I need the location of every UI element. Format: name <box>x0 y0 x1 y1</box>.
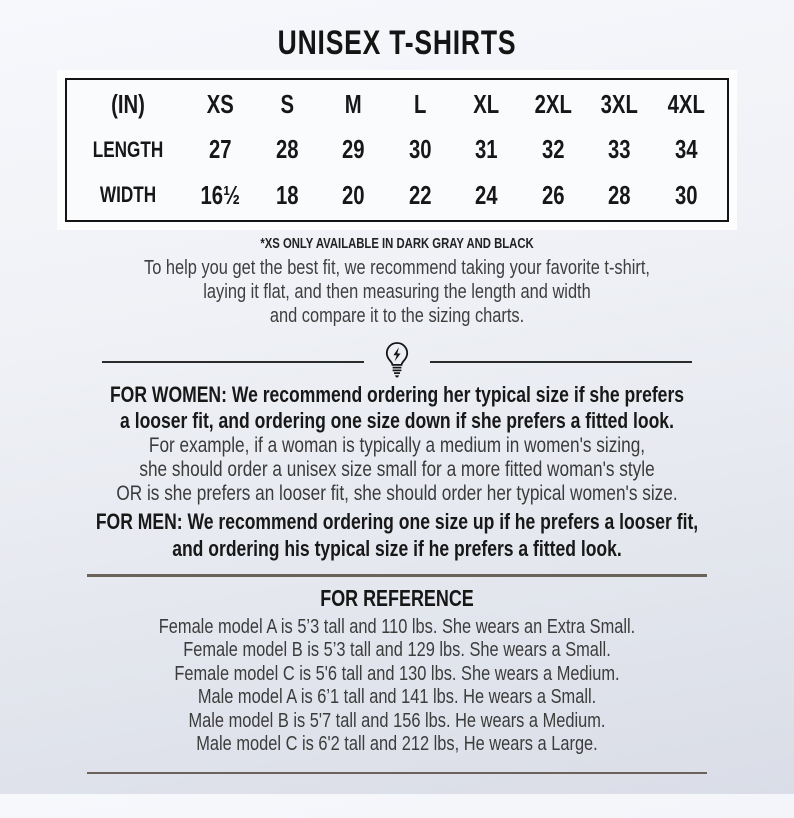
men-recommendation-line: and ordering his typical size if he prefers a fitted look. <box>172 536 622 561</box>
table-cell-length-3xl: 33 <box>607 134 631 165</box>
page-title <box>0 24 794 62</box>
women-example-line: she should order a unisex size small for a more fitted woman's style <box>139 458 655 481</box>
women-example-line: OR is she prefers an looser fit, she should order her typical women's size. <box>116 482 678 505</box>
fit-tip-line: laying it flat, and then measuring the length and width <box>203 281 591 303</box>
women-example <box>0 434 794 506</box>
women-recommendation <box>0 382 794 434</box>
reference-line: Male model A is 6’1 tall and 141 lbs. He wears a Small. <box>197 686 597 708</box>
size-chart-box <box>57 70 737 230</box>
table-col-l: L <box>413 89 426 120</box>
reference-heading: FOR REFERENCE <box>320 584 474 611</box>
table-col-m: M <box>344 89 362 120</box>
tip-divider <box>0 342 794 382</box>
table-cell-width-s: 18 <box>275 179 299 210</box>
table-row-label-length: LENGTH <box>92 136 164 162</box>
table-cell-length-2xl: 32 <box>541 134 565 165</box>
reference-line: Male model B is 5'7 tall and 156 lbs. He wears a Medium. <box>188 709 606 732</box>
fit-tip-paragraph <box>0 256 794 328</box>
bottom-divider <box>87 772 707 775</box>
table-cell-length-m: 29 <box>341 134 365 165</box>
women-recommendation-line: a looser fit, and ordering one size down if she prefers a fitted look. <box>120 408 674 433</box>
divider-line-right <box>430 361 692 363</box>
men-recommendation-line: FOR MEN: We recommend ordering one size up if he prefers a looser fit, <box>95 509 699 534</box>
reference-line: Female model A is 5’3 tall and 110 lbs. She wears an Extra Small. <box>158 615 636 638</box>
page-title-text: UNISEX T-SHIRTS <box>277 24 517 62</box>
fit-tip-line: To help you get the best fit, we recommend taking your favorite t-shirt, <box>144 257 650 279</box>
women-example-line: For example, if a woman is typically a medium in women's sizing, <box>148 434 646 457</box>
divider-line-left <box>102 361 364 363</box>
section-divider <box>87 574 707 577</box>
table-col-4xl: 4XL <box>667 89 705 120</box>
table-cell-length-s: 28 <box>275 134 299 165</box>
table-row-label-width: WIDTH <box>99 182 157 208</box>
table-cell-width-xl: 24 <box>474 179 498 210</box>
table-col-s: S <box>279 89 294 120</box>
table-cell-length-4xl: 34 <box>674 134 698 165</box>
table-cell-length-l: 30 <box>408 134 432 165</box>
table-cell-width-3xl: 28 <box>607 179 631 210</box>
reference-line: Male model C is 6'2 tall and 212 lbs, He wears a Large. <box>196 733 598 755</box>
xs-availability-note: *XS ONLY AVAILABLE IN DARK GRAY AND BLACK <box>260 236 534 252</box>
table-col-xs: XS <box>206 89 234 120</box>
size-chart-table <box>65 78 729 222</box>
table-cell-width-4xl: 30 <box>674 179 698 210</box>
table-col-2xl: 2XL <box>534 89 572 120</box>
table-unit-header: (IN) <box>111 89 145 120</box>
women-recommendation-line: FOR WOMEN: We recommend ordering her typical size if she prefers <box>109 382 685 407</box>
reference-line: Female model B is 5’3 tall and 129 lbs. She wears a Small. <box>183 639 611 661</box>
men-recommendation <box>0 508 794 562</box>
table-cell-width-l: 22 <box>408 179 432 210</box>
table-cell-length-xl: 31 <box>474 134 498 165</box>
table-col-xl: XL <box>473 89 500 120</box>
table-cell-width-xs: 16½ <box>200 179 240 210</box>
table-cell-length-xs: 27 <box>208 134 232 165</box>
reference-list <box>0 616 794 757</box>
reference-line: Female model C is 5'6 tall and 130 lbs. She wears a Medium. <box>174 662 620 685</box>
table-col-3xl: 3XL <box>600 89 638 120</box>
table-cell-width-2xl: 26 <box>541 179 565 210</box>
fit-tip-line: and compare it to the sizing charts. <box>269 305 525 327</box>
table-cell-width-m: 20 <box>341 179 365 210</box>
lightbulb-bolt-icon <box>384 341 410 384</box>
